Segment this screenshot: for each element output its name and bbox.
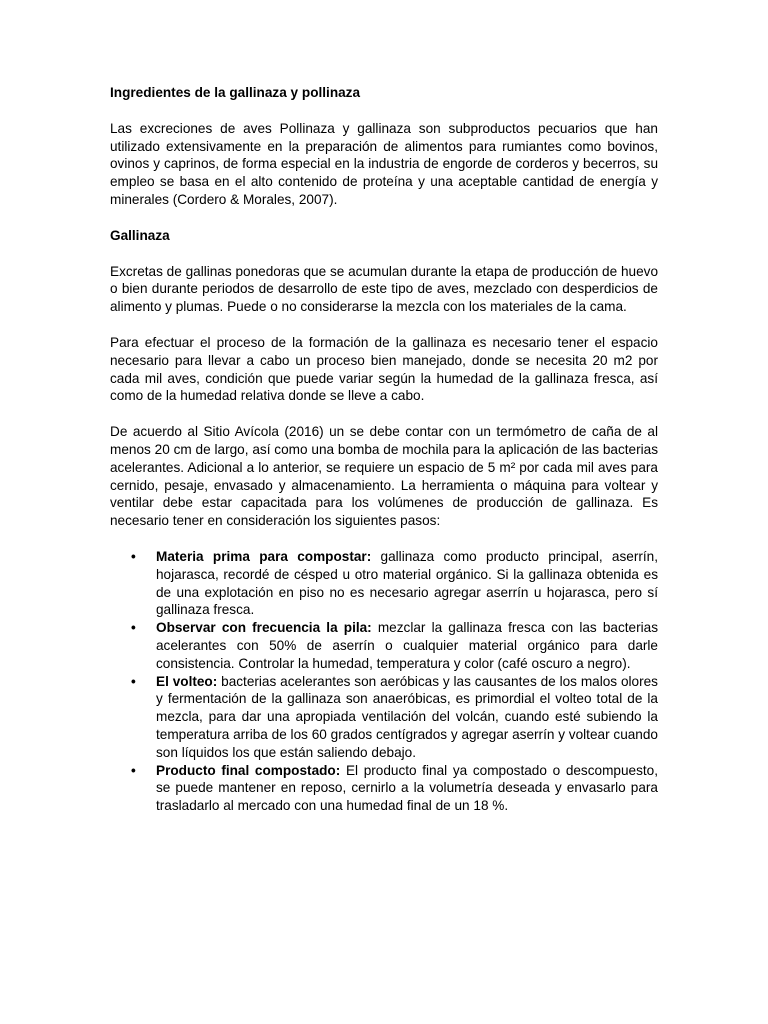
bullet-icon: •	[131, 762, 136, 778]
step-term: Observar con frecuencia la pila:	[156, 620, 372, 636]
step-text: gallinaza como producto principal, aserrín, hojarasca, recordé de césped u otro material orgánico. Si la gallinaza obtenida es de una explotación en piso no es necesario agregar aserrín u hojarasca, pero sí gallinaza fresca.	[156, 548, 659, 618]
list-item	[131, 619, 658, 672]
bullet-icon: •	[131, 548, 136, 564]
paragraph-definicion: Excretas de gallinas ponedoras que se acumulan durante la etapa de producción de huevo o bien durante periodos de desarrollo de este tipo de aves, mezclado con desperdicios de alimento y plumas. Puede o no considerarse la mezcla con los materiales de la cama.	[110, 263, 658, 315]
paragraph-requisitos: De acuerdo al Sitio Avícola (2016) un se debe contar con un termómetro de caña de al menos 20 cm de largo, así como una bomba de mochila para la aplicación de las bacterias acelerantes. Adicional a lo anterior, se requiere un espacio de 5 m² por cada mil aves para cernido, pesaje, envasado y almacenamiento. La herramienta o máquina para voltear y ventilar debe estar capacitada para los volúmenes de producción de gallinaza. Es necesario tener en consideración los siguientes pasos:	[110, 424, 658, 529]
section-title-gallinaza: Gallinaza	[110, 227, 170, 243]
list-item	[131, 673, 658, 762]
step-text: El producto final ya compostado o descompuesto, se puede mantener en reposo, cernirlo a la volumetría deseada y envasarlo para trasladarlo al mercado con una humedad final de un 18 %.	[156, 762, 659, 814]
step-term: Producto final compostado:	[156, 762, 341, 778]
step-term: El volteo:	[156, 673, 218, 689]
step-text: bacterias acelerantes son aeróbicas y las causantes de los malos olores y fermentación de la gallinaza son anaeróbicas, es primordial el volteo total de la mezcla, para dar una apropiada ventilación del volcán, cuando esté subiendo la temperatura arriba de los 60 grados centígrados y agregar aserrín y voltear cuando son líquidos los que están saliendo debajo.	[156, 673, 658, 760]
step-term: Materia prima para compostar:	[156, 548, 372, 564]
paragraph-ingredientes: Las excreciones de aves Pollinaza y gallinaza son subproductos pecuarios que han utilizado extensivamente en la preparación de alimentos para rumiantes como bovinos, ovinos y caprinos, de forma especial en la industria de engorde de corderos y becerros, su empleo se basa en el alto contenido de proteína y una aceptable cantidad de energía y minerales (Cordero & Morales, 2007).	[110, 120, 658, 207]
steps-list	[110, 548, 658, 815]
bullet-icon: •	[131, 673, 136, 689]
section-title-ingredientes: Ingredientes de la gallinaza y pollinaza	[110, 85, 361, 100]
list-item	[131, 548, 659, 619]
step-text: mezclar la gallinaza fresca con las bacterias acelerantes con 50% de aserrín o cualquier material orgánico para darle consistencia. Controlar la humedad, temperatura y color (café oscuro a negro).	[156, 620, 658, 671]
paragraph-espacio: Para efectuar el proceso de la formación de la gallinaza es necesario tener el espacio necesario para llevar a cabo un proceso bien manejado, donde se necesita 20 m2 por cada mil aves, condición que puede variar según la humedad de la gallinaza fresca, así como de la humedad relativa donde se lleve a cabo.	[110, 334, 658, 404]
list-item	[131, 762, 659, 815]
bullet-icon: •	[131, 620, 136, 636]
